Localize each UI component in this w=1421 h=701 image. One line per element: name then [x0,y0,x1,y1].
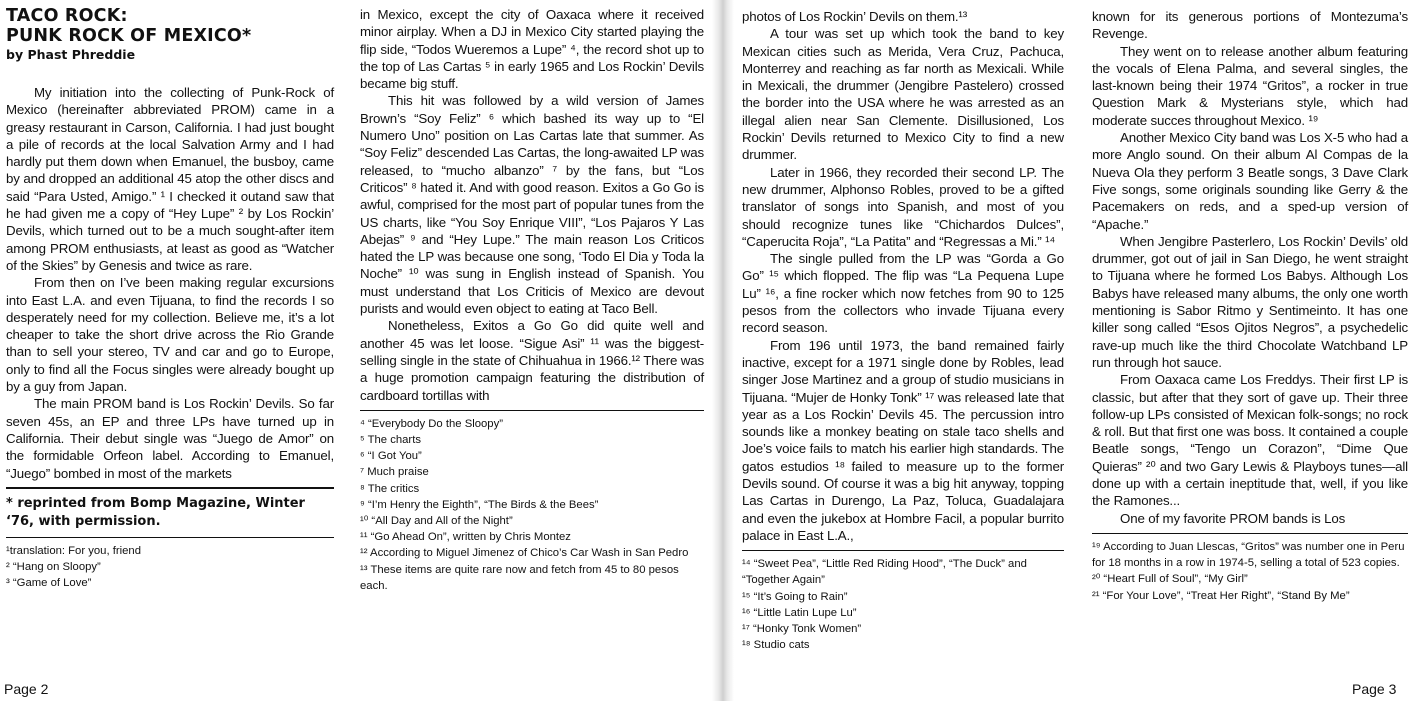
footnote: ²¹ “For Your Love”, “Treat Her Right”, “Stand By Me” [1092,589,1350,602]
paragraph: From then on I’ve been making regular excursions into East L.A. and even Tijuana, to find the records I so desperately need for my collection. Believe me, it’s a lot cheaper to take the short drive across the Rio Grande than to sell your stereo, TV and car and go to Europe, only to find all the Focus singles were already bought up by a guy from Japan. [6,275,334,395]
footnote: ⁶ “I Got You” [360,450,422,463]
footnote: ¹⁷ “Honky Tonk Women” [742,623,862,636]
footnote: ⁵ The charts [360,434,421,447]
footnote: ¹⁵ “It’s Going to Rain” [742,590,848,603]
paragraph: photos of Los Rockin’ Devils on them.¹³ [742,9,967,24]
title-line-2: PUNK ROCK OF MEXICO* [6,26,252,46]
paragraph: known for its generous portions of Montezuma’s Revenge. [1092,9,1408,42]
byline: by Phast Phreddie [6,47,136,62]
paragraph: The main PROM band is Los Rockin’ Devils. So far seven 45s, an EP and three LPs have turned up in California. Their debut single was “Juego de Amor” on the formidable Orfeon label. According to Emanuel, “Juego” bombed in most of the markets [6,396,334,481]
paragraph: This hit was followed by a wild version of James Brown’s “Soy Feliz” ⁶ which bashed its way up to “El Numero Uno” position on Las Cartas late that summer. As “Soy Feliz” descended Las Cartas, the long-awaited LP was released, to “mucho albanzo” ⁷ by the fans, but “Los Criticos” ⁸ hated it. And with good reason. Exitos a Go Go is awful, comprised for the most part of popular tunes from the US charts, like “You Soy Enrique VIII”, “Los Pajaros Y Las Abejas” ⁹ and “Hey Lupe.” The main reason Los Criticos hated the LP was because one song, ‘Todo El Dia y Toda la Noche” ¹⁰ was sung in English instead of Spanish. You must understand that Los Criticis of Mexico are devout purists and would even object to eating at Taco Bell. [360,93,704,317]
paragraph: Later in 1966, they recorded their second LP. The new drummer, Alphonso Robles, proved to be a gifted translator of songs into Spanish, and most of you should recognize tunes like “Chichardos Dulces”, “Caperucita Roja”, “La Patita” and “Regressas a Mi.” ¹⁴ [742,164,1064,249]
paragraph: From 196 until 1973, the band remained fairly inactive, except for a 1971 single done by Robles, lead singer Jose Martinez and a group of studio musicians in Tijuana. “Mujer de Honky Tonk” ¹⁷ was released late that year as a Los Rockin’ Devils 45. The percussion intro sounds like a monkey beating on stale taco shells and Joe’s voice fails to match his earlier high standards. The gatos estudios ¹⁸ failed to measure up to the former Devils sound. Of course it was a big hit anyway, topping Las Cartas in Durengo, La Paz, Toluca, Guadalajara and even the jukebox at Hombre Facil, a popular burrito palace in East L.A., [742,337,1064,543]
column-3-footnotes [742,556,1064,653]
reprint-note: * reprinted from Bomp Magazine, Winter ‘76, with permission. [6,489,334,538]
footnote: ⁴ “Everybody Do the Sloopy” [360,417,503,430]
column-4-footnotes [1092,539,1408,604]
column-2 [352,0,708,594]
column-2-body [360,6,704,404]
footnote: ¹¹ “Go Ahead On”, written by Chris Montez [360,531,571,544]
column-3-body [742,8,1064,544]
paragraph: When Jengibre Pasterlero, Los Rockin’ Devils’ old drummer, got out of jail in San Diego, he went straight to Tijuana where he formed Los Babys. Although Los Babys have released many albums, the only one worth mentioning is Sabor Ritmo y Sentimeinto. It has one killer song called “Esos Ojitos Negros”, a psychedelic rave-up much like the third Chocolate Watchband LP run through hot sauce. [1092,233,1408,370]
footnote: ¹⁴ “Sweet Pea”, “Little Red Riding Hood”, “The Duck” and “Together Again” [742,558,1027,587]
paragraph: Another Mexico City band was Los X-5 who had a more Anglo sound. On their album Al Compas de la Nueva Ola they perform 3 Beatle songs, 3 Dave Clark Five songs, some originals sounding like Gerry & the Pacemakers on reds, and a sped-up version of “Apache.” [1092,130,1408,232]
paragraph: A tour was set up which took the band to key Mexican cities such as Merida, Vera Cruz, Pachuca, Monterrey and reaching as far north as Mexicali. While in Mexicali, the drummer (Jengibre Pastelero) crossed the border into the USA where he was arrested as an illegal alien near San Clemente. Disillusioned, Los Rockin’ Devils returned to Mexico City to find a new drummer. [742,26,1064,163]
footnote: ³ “Game of Love” [6,577,92,590]
paragraph: From Oaxaca came Los Freddys. Their first LP is classic, but after that they sort of gave up. Their three follow-up LPs consisted of Mexican folk-songs; no rock & roll. But that first one was boss. It contained a couple Beatle songs, “Tengo un Corazon”, “Dime Que Quieras” ²⁰ and two Gary Lewis & Playboys tunes—all done up with a certain ineptitude that, well, if you like the Ramones... [1092,372,1408,509]
column-1-body [6,84,334,482]
footnote: ¹⁸ Studio cats [742,639,810,652]
column-4 [1084,0,1414,604]
column-3 [738,0,1068,653]
footnote: ¹translation: For you, friend [6,544,141,557]
footnote: ¹⁰ “All Day and All of the Night” [360,515,513,528]
footnote: ⁷ Much praise [360,466,429,479]
page-number-right: Page 3 [1352,681,1397,697]
footnote: ¹³ These items are quite rare now and fetch from 45 to 80 pesos each. [360,563,679,592]
paragraph: They went on to release another album featuring the vocals of Elena Palma, and several singles, the last-known being their 1974 “Gritos”, a rocker in true Question Mark & Mysterians style, which had moderate succes throughout Mexico. ¹⁹ [1092,43,1408,128]
footnote-divider [742,550,1064,551]
paragraph: One of my favorite PROM bands is Los [1120,510,1346,526]
footnote: ¹⁶ “Little Latin Lupe Lu” [742,606,857,619]
footnote: ⁸ The critics [360,482,420,495]
paragraph: Nonetheless, Exitos a Go Go did quite well and another 45 was let loose. “Sigue Asi” ¹¹ was the biggest-selling single in the state of Chihuahua in 1966.¹² There was a huge promotion campaign featuring the distribution of cardboard tortillas with [360,318,704,403]
column-1 [0,0,342,591]
title-line-1: TACO ROCK: [6,6,128,26]
article-title [6,6,334,46]
paragraph: in Mexico, except the city of Oaxaca where it received minor airplay. When a DJ in Mexico City started playing the flip side, “Todos Wueremos a Lupe” ⁴, the record shot up to the top of Las Cartas ⁵ in early 1965 and Los Rockin’ Devils became big stuff. [360,7,704,92]
footnote-divider [360,410,704,411]
column-1-footnotes [6,543,334,592]
footnote: ⁹ “I’m Henry the Eighth”, “The Birds & the Bees” [360,498,599,511]
page-number-left: Page 2 [4,681,49,697]
footnote: ² “Hang on Sloopy” [6,561,101,574]
footnote: ²⁰ “Heart Full of Soul”, “My Girl” [1092,573,1248,586]
footnote: ¹⁹ According to Juan Llescas, “Gritos” was number one in Peru for 18 months in a row in 1974-5, selling a total of 523 copies. [1092,540,1405,570]
paragraph: The single pulled from the LP was “Gorda a Go Go” ¹⁵ which flopped. The flip was “La Pequena Lupe Lu” ¹⁶, a fine rocker which now fetches from 90 to 125 pesos from the collectors who invade Tijuana every record season. [742,251,1064,336]
footnote-divider [1092,533,1408,534]
footnote: ¹² According to Miguel Jimenez of Chico’s Car Wash in San Pedro [360,547,689,560]
paragraph: My initiation into the collecting of Punk-Rock of Mexico (hereinafter abbreviated PROM) came in a greasy restaurant in Carson, California. I had just bought a pile of records at the local Salvation Army and I had hardly put them down when Emanuel, the busboy, came by and dropped an additional 45 atop the other discs and said “Para Usted, Amigo.” ¹ I checked it outand saw that he had given me a copy of “Hey Lupe” ² by Los Rockin’ Devils, which turned out to be a much sought-after item among PROM enthusiasts, at least as good as “Watcher of the Skies” by Genesis and twice as rare. [6,85,334,273]
column-4-body [1092,8,1408,527]
page-gutter [712,0,734,701]
column-2-footnotes [360,416,704,594]
